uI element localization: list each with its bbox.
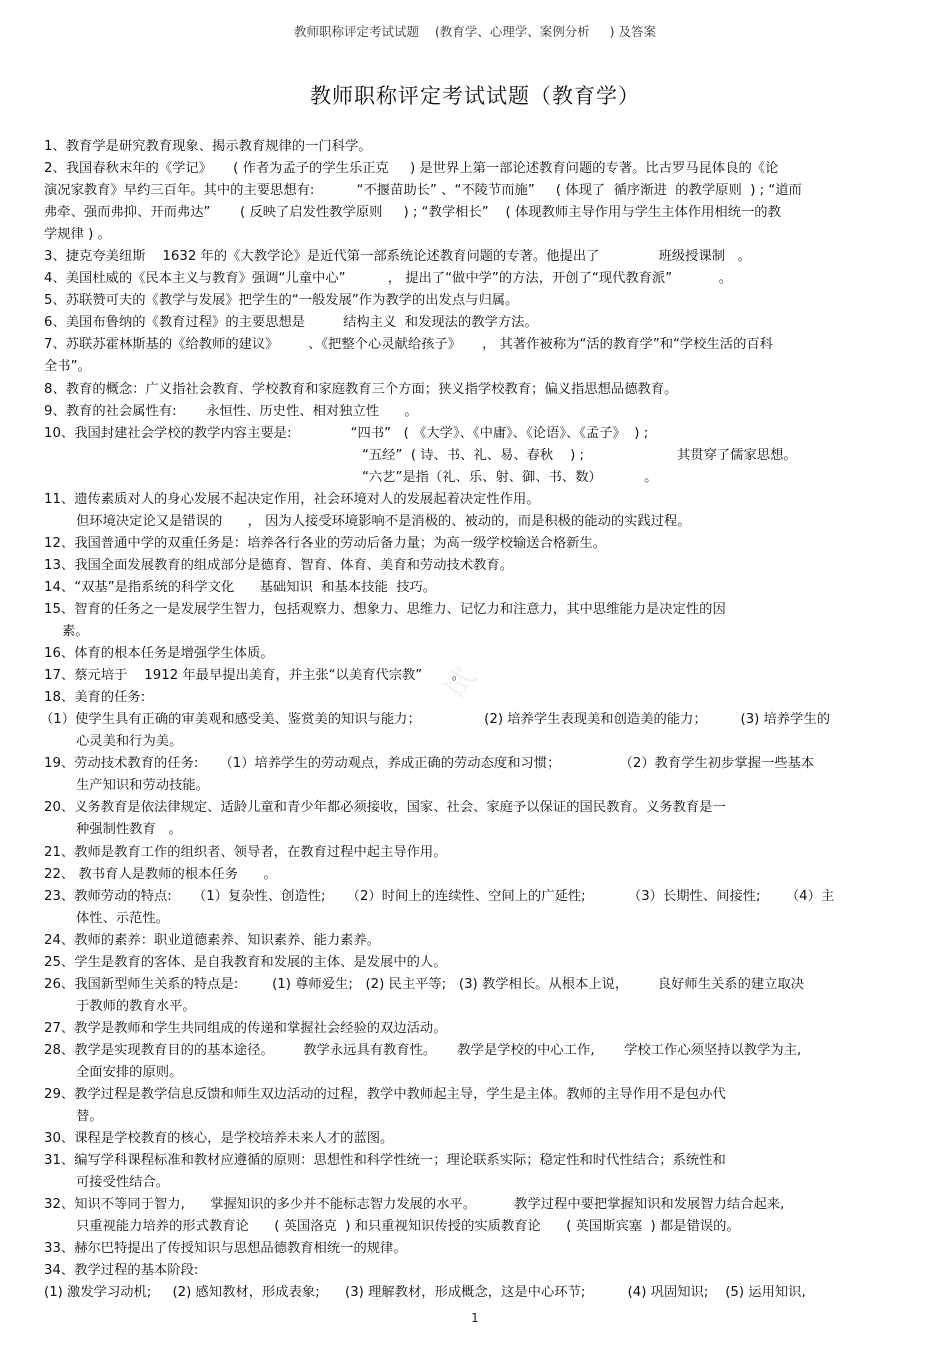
text-line: 4、美国杜威的《民本主义与教育》强调“儿童中心” ， 提出了“做中学”的方法，开创了“现代教育派” 。 [44, 271, 732, 287]
text-line: 32、知识不等同于智力, 掌握知识的多少并不能标志智力发展的水平。 教学过程中要把掌握知识和发展智力结合起来, [44, 1197, 785, 1213]
text-line: 24、教师的素养：职业道德素养、知识素养、能力素养。 [44, 932, 381, 948]
document-title: 教师职称评定考试试题（教育学） [310, 84, 640, 108]
text-line: 21、教师是教育工作的组织者、领导者，在教育过程中起主导作用。 [44, 844, 447, 860]
text-line: 演况家教育》早约三百年。其中的主要思想有: “不揠苗助长” 、“不陵节而施” ( 体现了 循序渐进 的教学原则 ) ; “道而 [44, 183, 802, 199]
text-line: 全面安排的原则。 [76, 1064, 183, 1080]
text-line: 34、教学过程的基本阶段: [44, 1263, 199, 1279]
text-line: 13、我国全面发展教育的组成部分是德育、智育、体育、美育和劳动技术教育。 [44, 557, 514, 573]
text-line: “五经” ( 诗、书、礼、易、春秋 ) ; 其贯穿了儒家思想。 [362, 447, 797, 463]
text-line: 19、劳动技术教育的任务: （1）培养学生的劳动观点，养成正确的劳动态度和习惯； （2）教育学生初步掌握一些基本 [44, 756, 815, 772]
text-line: 33、赫尔巴特提出了传授知识与思想品德教育相统一的规律。 [44, 1241, 407, 1257]
text-line: “六艺”是指（礼、乐、射、御、书、数） 。 [362, 469, 658, 485]
text-line: 心灵美和行为美。 [76, 734, 183, 750]
text-line: 29、教学过程是教学信息反馈和师生双边活动的过程，教学中教师起主导，学生是主体。教师的主导作用不是包办代 [44, 1087, 726, 1103]
text-line: 8、教育的概念：广义指社会教育、学校教育和家庭教育三个方面；狭义指学校教育；偏义指思想品德教育。 [44, 381, 678, 397]
text-line: 18、美育的任务: [44, 690, 146, 706]
text-line: 1、教育学是研究教育现象、揭示教育规律的一门科学。 [44, 139, 372, 154]
faint-watermark: 试 [437, 661, 484, 706]
text-line: 9、教育的社会属性有: 永恒性、历史性、相对独立性 。 [44, 403, 418, 419]
text-line: 22、 教书育人是教师的根本任务 。 [44, 866, 277, 882]
text-line: 只重视能力培养的形式教育论 ( 英国洛克 ) 和只重视知识传授的实质教育论 ( 英国斯宾塞 ) 都是错误的。 [76, 1219, 740, 1235]
text-line: 体性、示范性。 [76, 910, 170, 926]
text-line: 于教师的教育水平。 [76, 998, 196, 1014]
text-line: 可接受性结合。 [76, 1175, 170, 1191]
text-line: 弗牵、强而弗抑、开而弗达” ( 反映了启发性教学原则 ) ; “教学相长” ( 体现教师主导作用与学生主体作用相统一的教 [44, 205, 781, 221]
document-body [40, 136, 914, 1304]
text-line: 30、课程是学校教育的核心，是学校培养未来人才的蓝图。 [44, 1131, 394, 1147]
text-line: 但环境决定论又是错误的 ， 因为人接受环境影响不是消极的、被动的，而是积极的能动的实践过程。 [76, 513, 691, 529]
text-line: 替。 [76, 1109, 103, 1125]
text-line: 种强制性教育 。 [76, 822, 182, 838]
text-line: 17、蔡元培于 1912 年最早提出美育，并主张“以美育代宗教” 。 [44, 668, 466, 684]
text-line: 素。 [62, 624, 89, 640]
text-line: 全书”。 [44, 359, 91, 375]
text-line: 2、我国春秋末年的《学记》 ( 作者为孟子的学生乐正克 ) 是世界上第一部论述教育问题的专著。比古罗马昆体良的《论 [44, 161, 779, 177]
text-line: 10、我国封建社会学校的教学内容主要是: “四书” ( 《大学》、《中庸》、《论语》、《孟子》 ) ; [44, 425, 649, 441]
text-line: 27、教学是教师和学生共同组成的传递和掌握社会经验的双边活动。 [44, 1020, 447, 1036]
text-line: 5、苏联赞可夫的《教学与发展》把学生的“一般发展”作为教学的出发点与归属。 [44, 293, 519, 309]
text-line: 6、美国布鲁纳的《教育过程》的主要思想是 结构主义 和发现法的教学方法。 [44, 315, 538, 331]
text-line: 14、“双基”是指系统的科学文化 基础知识 和基本技能 技巧。 [44, 579, 437, 595]
text-line: 7、苏联苏霍林斯基的《给教师的建议》 、《把整个心灵献给孩子》 ， 其著作被称为“活的教育学”和“学校生活的百科 [44, 337, 773, 353]
text-line: 20、义务教育是依法律规定、适龄儿童和青少年都必须接收，国家、社会、家庭予以保证的国民教育。义务教育是一 [44, 800, 726, 816]
text-line: 生产知识和劳动技能。 [76, 778, 209, 794]
text-line: 25、学生是教育的客体、是自我教育和发展的主体、是发展中的人。 [44, 954, 447, 970]
text-line: 11、遗传素质对人的身心发展不起决定作用，社会环境对人的发展起着决定性作用。 [44, 491, 540, 507]
page-number: 1 [471, 1311, 479, 1325]
text-line: 15、智育的任务之一是发展学生智力，包括观察力、想象力、思维力、记忆力和注意力，其中思维能力是决定性的因 [44, 601, 726, 617]
text-line: 3、捷克夸美纽斯 1632 年的《大教学论》是近代第一部系统论述教育问题的专著。他提出了 班级授课制 。 [44, 249, 752, 265]
text-line: 26、我国新型师生关系的特点是: (1) 尊师爱生; (2) 民主平等; (3) 教学相长。从根本上说， 良好师生关系的建立取决 [44, 976, 805, 992]
running-header: 教师职称评定考试试题 (教育学、心理学、案例分析 ) 及答案 [294, 24, 656, 39]
text-line: 16、体育的根本任务是增强学生体质。 [44, 646, 274, 662]
text-line: （1）使学生具有正确的审美观和感受美、鉴赏美的知识与能力； (2) 培养学生表现美和创造美的能力； (3) 培养学生的 [40, 712, 831, 728]
text-line: 28、教学是实现教育目的的基本途径。 教学永远具有教育性。 教学是学校的中心工作, 学校工作心须坚持以教学为主, [44, 1042, 802, 1058]
text-line: 23、教师劳动的特点: （1）复杂性、创造性; （2）时间上的连续性、空间上的广延性; （3）长期性、间接性; （4）主 [44, 888, 835, 904]
text-line: 学规律 ) 。 [44, 227, 111, 243]
text-line: 12、我国普通中学的双重任务是：培养各行各业的劳动后备力量；为高一级学校输送合格新生。 [44, 535, 607, 551]
text-line: 31、编写学科课程标准和教材应遵循的原则：思想性和科学性统一；理论联系实际；稳定性和时代性结合；系统性和 [44, 1153, 726, 1169]
text-line: (1) 激发学习动机; (2) 感知教材，形成表象; (3) 理解教材，形成概念，这是中心环节; (4) 巩固知识; (5) 运用知识, [44, 1285, 806, 1301]
